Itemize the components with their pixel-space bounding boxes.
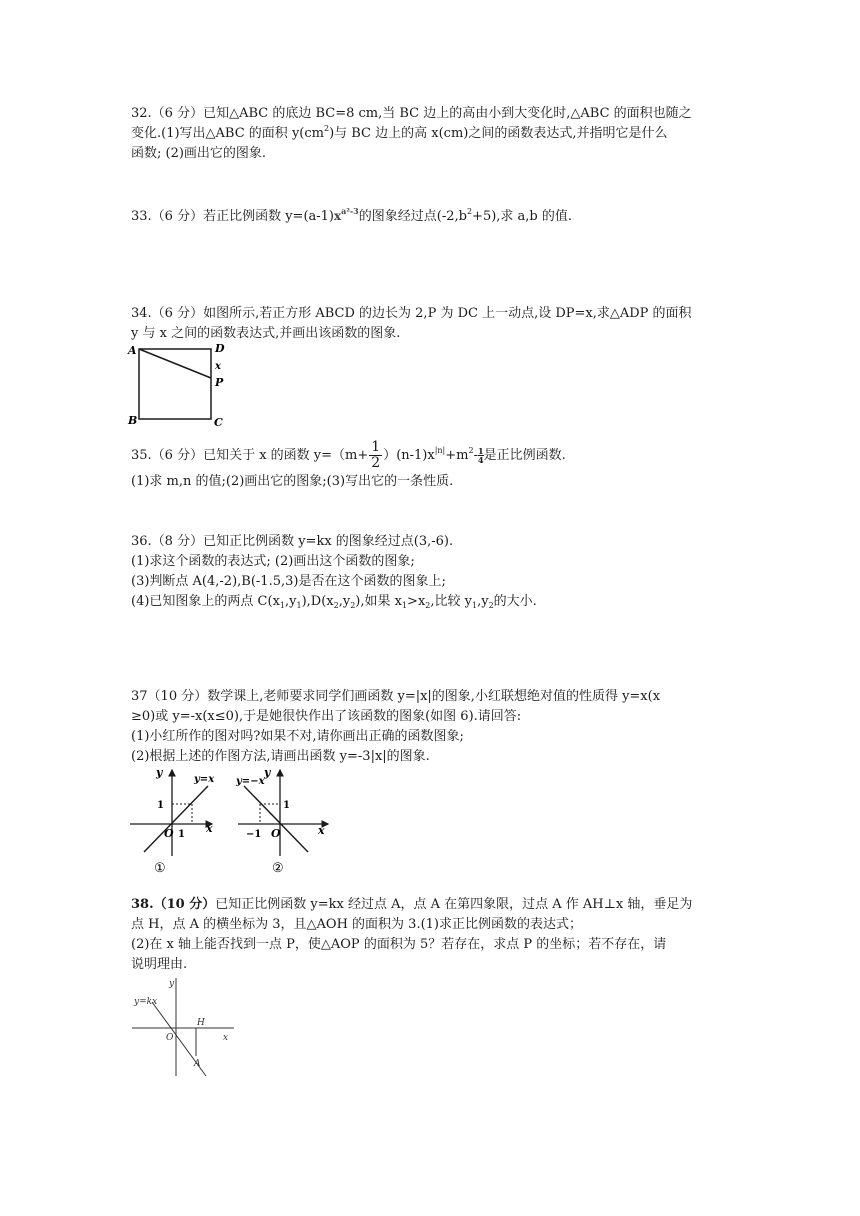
- q36-4g: ,比较 y: [430, 594, 472, 609]
- q33-bsup: 2: [466, 207, 473, 216]
- fig34-label-p: P: [215, 376, 224, 389]
- q35-b-sup: |n|: [434, 446, 446, 455]
- q38-line-1: [131, 897, 692, 913]
- q32-line-2a: 变化.(1)写出△ABC 的面积 y(cm: [131, 126, 324, 141]
- fig34-label-c: C: [214, 416, 223, 429]
- q38-line-3: (2)在 x 轴上能否找到一点 P，使△AOP 的面积为 5？若存在，求点 P 的坐标；若不存在，请: [131, 937, 667, 952]
- q37-line-3: (1)小红所作的图对吗?如果不对,请你画出正确的函数图象;: [131, 729, 464, 744]
- q33-line: [131, 208, 572, 225]
- q35-fraction: [369, 440, 382, 471]
- q35-mini-num: 1: [477, 446, 484, 456]
- fig1-line-y-equals-x: [144, 786, 208, 852]
- q38-line-1-text: 已知正比例函数 y=kx 经过点 A，点 A 在第四象限，过点 A 作 AH⊥x 轴，垂足为: [215, 897, 693, 912]
- q36-4h: ,y: [477, 594, 489, 609]
- q35-e: 是正比例函数.: [483, 448, 566, 463]
- q36-line-2: (1)求这个函数的表达式; (2)画出这个函数的图象;: [131, 554, 415, 569]
- fig2-label-neg1: −1: [246, 829, 262, 840]
- fig1-label-y: y: [156, 766, 163, 779]
- q36-4c: ),D(x: [301, 594, 334, 609]
- q35-frac-num: 1: [371, 439, 381, 455]
- q36-s5: 1: [401, 601, 408, 610]
- segment-ap: [139, 349, 211, 378]
- fig2-line-y-equals-neg-x: [244, 786, 308, 852]
- q37-figure-1: [124, 764, 234, 880]
- q36-4f: >x: [407, 594, 426, 609]
- q34-square-figure: [124, 340, 234, 432]
- q35-c-sup: 2: [468, 446, 474, 455]
- q36-line-1: 36.（8 分）已知正比例函数 y=kx 的图象经过点(3,-6).: [131, 534, 454, 549]
- q35-a: 35.（6 分）已知关于 x 的函数 y=（m+: [131, 448, 369, 463]
- q36-s2: 1: [296, 601, 302, 610]
- q38-line-2: 点 H，点 A 的横坐标为 3，且△AOH 的面积为 3.(1)求正比例函数的表达式；: [131, 917, 582, 932]
- q38-figure: [130, 972, 238, 1078]
- q35-mini-den: 4: [477, 455, 484, 465]
- q36-s3: 2: [333, 601, 339, 610]
- q33-exp: a²-3: [341, 206, 359, 216]
- fig38-label-y: y: [169, 979, 175, 989]
- q35-c: +m: [445, 448, 469, 463]
- fig2-label-x: x: [318, 824, 325, 837]
- fig2-label-y: y: [264, 766, 271, 779]
- fig38-label-h: H: [197, 1018, 205, 1028]
- q36-line-4: [131, 594, 537, 610]
- q35-b: ）(n-1)x: [383, 448, 435, 463]
- q38-number: 38.（10 分）: [131, 897, 216, 912]
- q36-4e: ),如果 x: [355, 594, 402, 609]
- q33-b: 的图象经过点(-2,b: [358, 209, 467, 224]
- square-abcd: [139, 349, 211, 419]
- q36-4i: 的大小.: [493, 594, 537, 609]
- q36-s6: 2: [425, 601, 431, 610]
- q32-line-2b: )与 BC 边上的高 x(cm)之间的函数表达式,并指明它是什么: [329, 126, 668, 141]
- fig38-label-a: A: [194, 1059, 201, 1069]
- fig38-label-o: O: [166, 1033, 174, 1043]
- q33-a: 33.（6 分）若正比例函数 y=(a-1): [131, 209, 335, 224]
- q32-line-1: 32.（6 分）已知△ABC 的底边 BC=8 cm,当 BC 边上的高由小到大变化时,△ABC 的面积也随之: [131, 106, 692, 121]
- q37-figure-2: [234, 764, 334, 880]
- fig1-number: ①: [154, 861, 166, 876]
- q37-line-2: ≥0)或 y=-x(x≤0),于是她很快作出了该函数的图象(如图 6).请回答:: [131, 709, 522, 724]
- q33-xvar: x: [334, 209, 342, 223]
- q36-s8: 2: [488, 601, 494, 610]
- q36-s1: 1: [279, 601, 285, 610]
- q36-line-3: (3)判断点 A(4,-2),B(-1.5,3)是否在这个函数的图象上;: [131, 574, 446, 589]
- q32-sup: 2: [323, 124, 330, 133]
- q34-line-2: y 与 x 之间的函数表达式,并画出该函数的图象.: [131, 326, 401, 341]
- q35-frac-den: 2: [371, 455, 381, 471]
- fig1-label-1x: 1: [178, 829, 185, 840]
- q34-line-1: 34.（6 分）如图所示,若正方形 ABCD 的边长为 2,P 为 DC 上一动点,设 DP=x,求△ADP 的面积: [131, 306, 692, 321]
- fig1-label-1y: 1: [157, 800, 164, 811]
- q35-line-2: (1)求 m,n 的值;(2)画出它的图象;(3)写出它的一条性质.: [131, 474, 454, 489]
- q33-c: +5),求 a,b 的值.: [472, 209, 573, 224]
- q32-line-3: 函数; (2)画出它的图象.: [131, 146, 267, 161]
- fig34-label-a: A: [128, 344, 137, 357]
- q35-minus: -: [473, 448, 478, 463]
- fig38-label-x: x: [223, 1033, 229, 1043]
- fig2-number: ②: [272, 861, 284, 876]
- q37-line-1: 37（10 分）数学课上,老师要求同学们画函数 y=|x|的图象,小红联想绝对值的性质得 y=x(x: [131, 689, 661, 704]
- fig1-label-yx: y=x: [194, 774, 215, 785]
- fig38-label-ykx: y=kx: [134, 997, 158, 1007]
- q35-line-1: [131, 440, 566, 471]
- q37-line-4: (2)根据上述的作图方法,请画出函数 y=-3|x|的图象.: [131, 749, 430, 764]
- q38-line-4: 说明理由.: [131, 957, 188, 972]
- q36-4b: ,y: [285, 594, 297, 609]
- fig34-label-x: x: [215, 361, 221, 372]
- q32-line-2: [131, 126, 668, 142]
- fig1-label-x: x: [206, 822, 213, 835]
- fig2-label-y-neg-x: y=−x: [236, 776, 265, 787]
- fig2-label-1y: 1: [283, 800, 290, 811]
- q36-s4: 2: [350, 601, 356, 610]
- q36-4a: (4)已知图象上的两点 C(x: [131, 594, 280, 609]
- fig1-label-o: O: [164, 827, 174, 840]
- fig34-label-b: B: [128, 414, 138, 427]
- q36-s7: 1: [471, 601, 478, 610]
- fig2-label-o: O: [271, 827, 281, 840]
- fig34-label-d: D: [215, 342, 225, 355]
- q36-4d: ,y: [338, 594, 351, 609]
